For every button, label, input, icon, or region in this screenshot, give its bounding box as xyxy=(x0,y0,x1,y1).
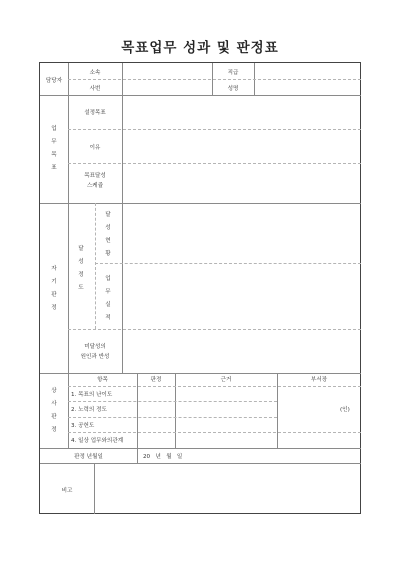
basis-field[interactable] xyxy=(176,418,276,432)
dept-label: 소속 xyxy=(89,70,101,76)
set-goal-field[interactable] xyxy=(123,96,360,128)
date-label: 판정 년월일 xyxy=(74,454,103,460)
basis-field[interactable] xyxy=(176,402,276,416)
dept-field[interactable] xyxy=(123,64,211,78)
evaluation-form xyxy=(39,62,361,514)
divider xyxy=(95,203,96,329)
self-label: 자 기 판 정 xyxy=(51,266,57,311)
progress-field[interactable] xyxy=(123,204,360,262)
rank-field[interactable] xyxy=(255,64,360,78)
schedule-field[interactable] xyxy=(123,164,360,202)
dept-head-extra-field[interactable] xyxy=(278,433,360,447)
date-value[interactable]: 20 년 월 일 xyxy=(143,454,183,460)
header-dept-head: 부서장 xyxy=(310,377,328,383)
name-field[interactable] xyxy=(255,80,360,94)
divider xyxy=(40,373,361,374)
seal-mark: (인) xyxy=(340,407,350,413)
unachieved-field[interactable] xyxy=(123,330,360,372)
reason-field[interactable] xyxy=(123,130,360,162)
judgment-field[interactable] xyxy=(138,402,174,416)
judgment-field[interactable] xyxy=(138,418,174,432)
name-label: 성명 xyxy=(227,86,239,92)
work-label: 업 무 실 적 xyxy=(105,276,111,321)
goal-row-label: 설정목표 xyxy=(84,110,106,116)
goal-label: 업 무 목 표 xyxy=(51,126,57,171)
unachieved-label: 미달성의 원인과 반성 xyxy=(80,344,110,360)
page-title: 목표업무 성과 및 판정표 xyxy=(121,40,279,56)
goal-row-label: 이유 xyxy=(89,145,101,151)
basis-field[interactable] xyxy=(176,387,276,401)
boss-item: 1. 목표의 난이도 xyxy=(71,392,113,398)
header-item: 항목 xyxy=(97,377,108,383)
divider xyxy=(40,448,361,449)
basis-field[interactable] xyxy=(176,433,276,447)
boss-item: 4. 일상 업무와의관계 xyxy=(71,438,124,444)
divider xyxy=(137,448,138,463)
person-label: 담당자 xyxy=(45,78,63,84)
header-basis: 근거 xyxy=(220,377,232,383)
progress-label: 달 성 현 황 xyxy=(105,212,111,257)
remarks-field[interactable] xyxy=(95,464,360,513)
rank-label: 직급 xyxy=(227,70,239,76)
boss-label: 상 사 판 정 xyxy=(51,388,57,433)
goal-row-label: 목표달성 스케쥴 xyxy=(84,173,106,189)
divider xyxy=(68,373,69,448)
header-judgment: 판정 xyxy=(150,377,162,383)
work-field[interactable] xyxy=(123,264,360,328)
empno-label: 사번 xyxy=(89,86,101,92)
boss-item: 3. 공헌도 xyxy=(71,423,95,429)
degree-label: 달 성 정 도 xyxy=(78,246,84,291)
boss-item: 2. 노력의 정도 xyxy=(71,407,107,413)
judgment-field[interactable] xyxy=(138,387,174,401)
empno-field[interactable] xyxy=(123,80,211,94)
judgment-field[interactable] xyxy=(138,433,174,447)
remarks-label: 비고 xyxy=(61,488,73,494)
dept-head-sign-field[interactable] xyxy=(278,387,360,431)
